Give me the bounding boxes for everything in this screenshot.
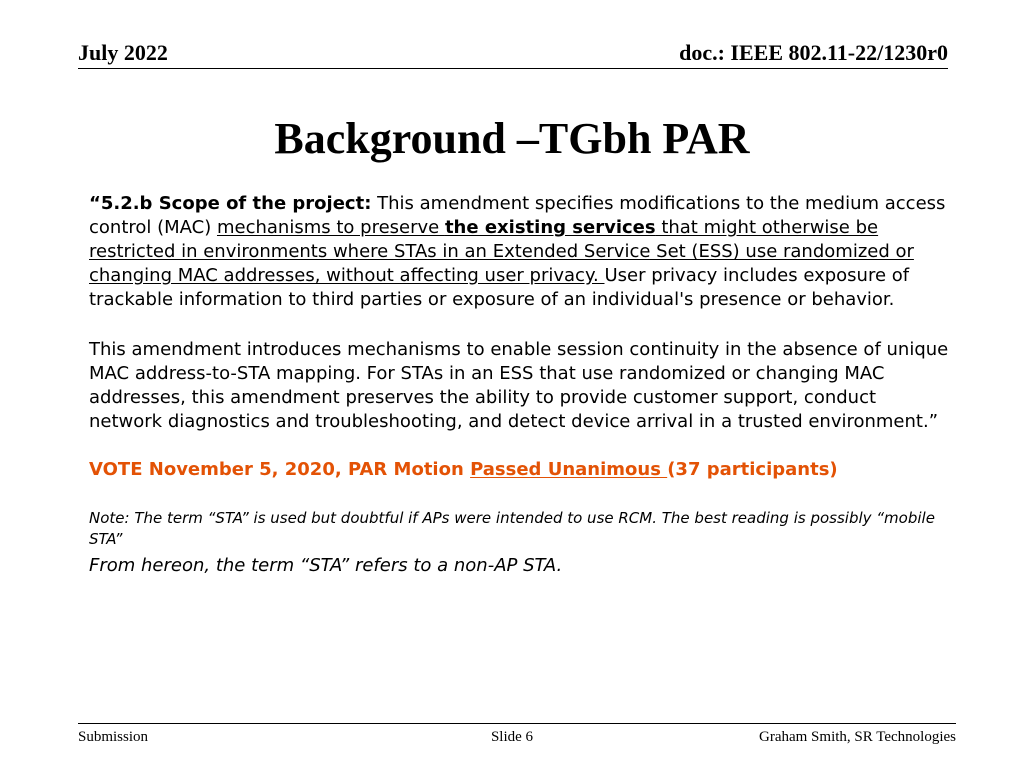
slide-title: Background –TGbh PAR xyxy=(274,114,750,163)
header-date: July 2022 xyxy=(78,40,168,65)
scope-paragraph xyxy=(89,192,949,312)
footer-slide-number: Slide 6 xyxy=(490,729,534,745)
footer-author: Graham Smith, SR Technologies xyxy=(759,729,956,745)
scope-underline-1: mechanisms to preserve xyxy=(216,217,445,238)
scope-underline-bold: the existing services xyxy=(444,217,656,238)
sta-definition: From hereon, the term “STA” refers to a non-AP STA. xyxy=(89,555,563,576)
paragraph-spacer xyxy=(89,312,949,338)
scope-underline-2: that might otherwise be restricted in environments where STAs in an Extended Service Set (ESS) use randomized or changing MAC addresses, without affecting user privacy. xyxy=(89,217,914,286)
scope-text-2: User privacy includes exposure of trackable information to third parties or exposure of an individual's presence or behavior. xyxy=(89,265,910,310)
header-doc-id: doc.: IEEE 802.11-22/1230r0 xyxy=(679,40,948,65)
header-divider xyxy=(78,68,948,69)
scope-paragraph-2: This amendment introduces mechanisms to enable session continuity in the absence of unique MAC address-to-STA mapping. For STAs in an ESS that use randomized or changing MAC addresses, this amendment preserves the ability to provide customer support, conduct network diagnostics and troubleshooting, and detect device arrival in a trusted environment.” xyxy=(89,339,949,432)
vote-prefix: VOTE November 5, 2020, PAR Motion xyxy=(89,459,471,480)
note-text: Note: The term “STA” is used but doubtful if APs were intended to use RCM. The best reading is possibly “mobile STA” xyxy=(89,509,935,548)
vote-result: Passed Unanimous xyxy=(470,459,668,480)
footer-divider xyxy=(78,723,956,724)
footer-submission: Submission xyxy=(78,729,149,745)
vote-participants: (37 participants) xyxy=(667,459,838,480)
scope-text-1: This amendment specifies modifications to the medium access control (MAC) xyxy=(89,193,946,238)
scope-label: “5.2.b Scope of the project: xyxy=(89,193,372,214)
slide-body xyxy=(89,192,949,578)
vote-line xyxy=(89,458,949,482)
